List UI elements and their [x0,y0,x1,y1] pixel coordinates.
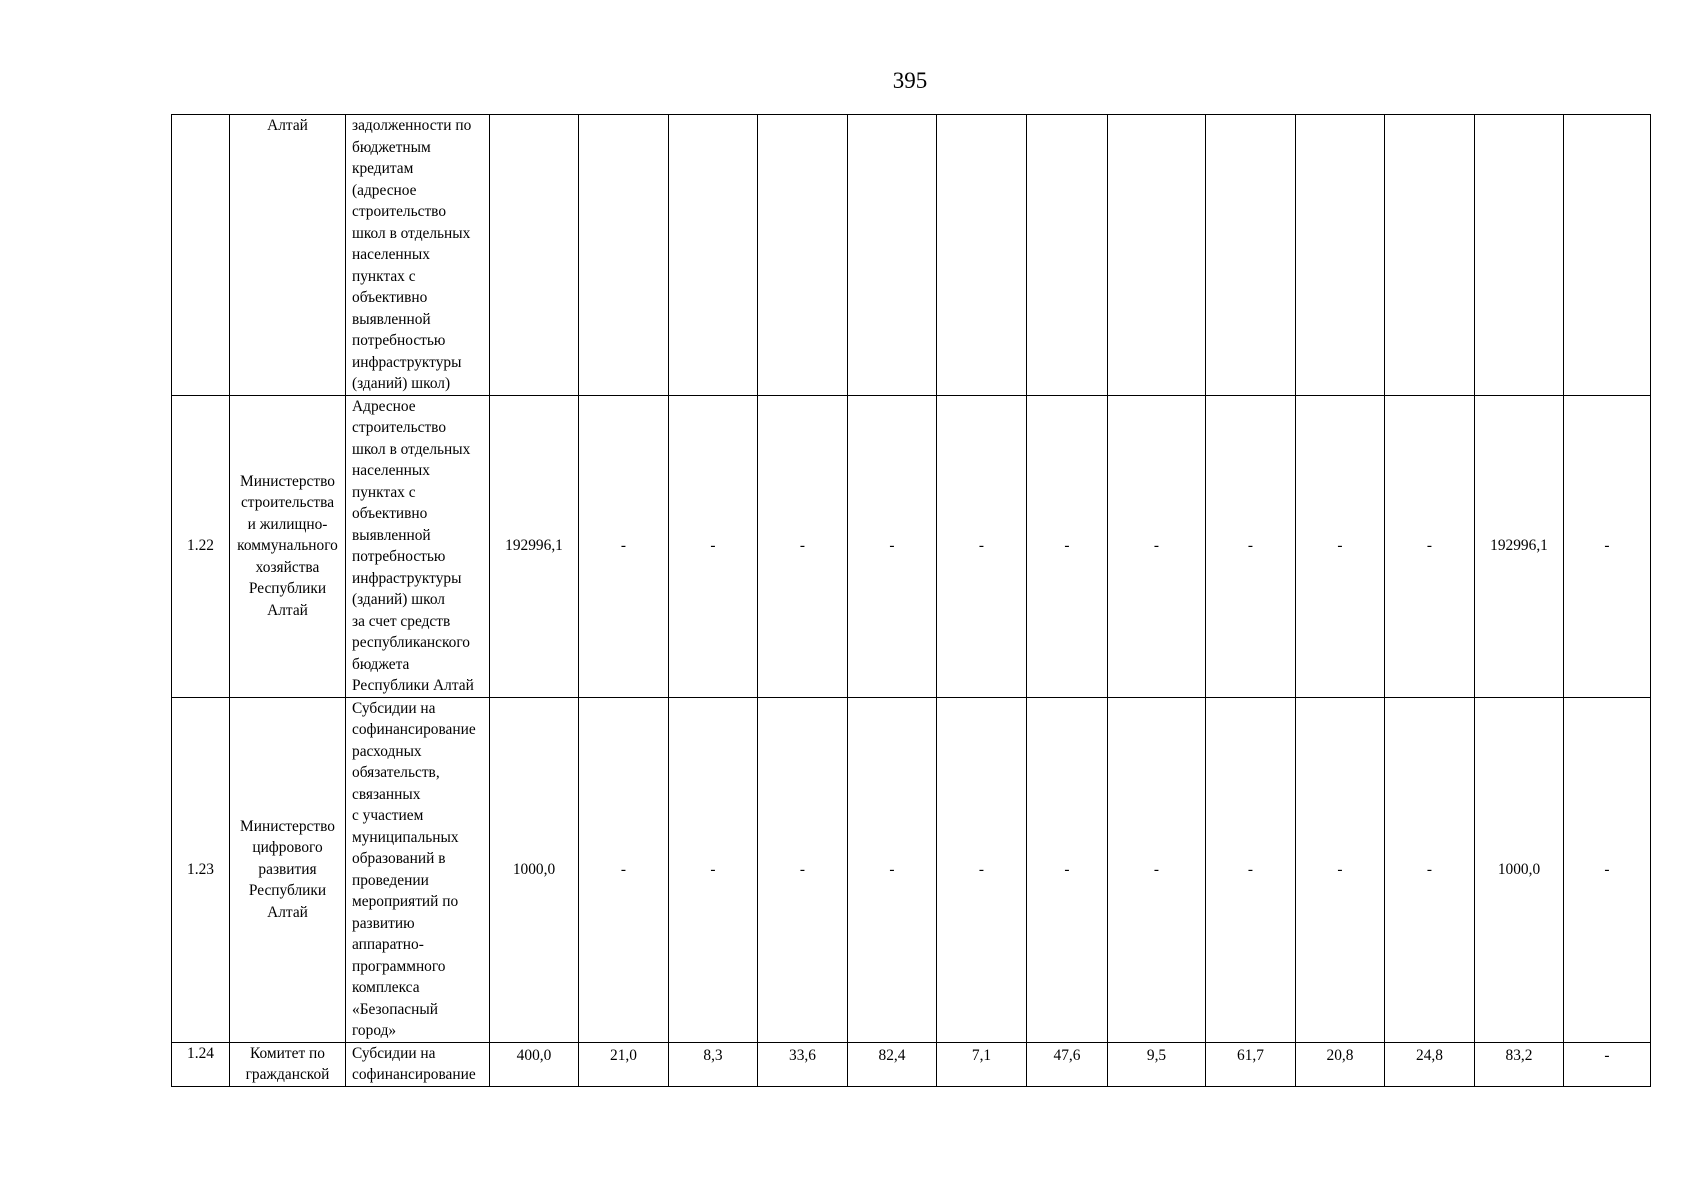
district-value-cell: - [848,395,937,697]
total-cell: 1000,0 [490,697,579,1042]
district-value-cell: - [1206,395,1296,697]
district-value-cell: - [1385,697,1475,1042]
district-value-cell [1385,115,1475,396]
last-value-cell: - [1564,1042,1651,1086]
district-value-cell: - [1206,697,1296,1042]
district-value-cell: 20,8 [1296,1042,1385,1086]
description-cell: задолженности по бюджетным кредитам (адресное строительство школ в отдельных населенных пунктах с объективно выявленной потребностью инфраструктуры (зданий) школ) [346,115,490,396]
total-cell: 400,0 [490,1042,579,1086]
table-row [172,115,1651,396]
row-number [172,115,230,396]
district-value-cell: - [669,697,758,1042]
district-value-cell [1296,115,1385,396]
district-value-cell: - [1027,395,1108,697]
district-value-cell: 21,0 [579,1042,669,1086]
district-value-cell: - [1108,395,1206,697]
district-value-cell [937,115,1027,396]
district-value-cell: - [937,697,1027,1042]
description-cell: Адресное строительство школ в отдельных населенных пунктах с объективно выявленной потребностью инфраструктуры (зданий) школ за счет средств республиканского бюджета Республики Алтай [346,395,490,697]
district-value-cell: - [1385,395,1475,697]
description-cell: Субсидии на софинансирование расходных обязательств, связанных с участием муниципальных образований в проведении мероприятий по развитию аппаратно- программного комплекса «Безопасный город» [346,697,490,1042]
district-value-cell: 61,7 [1206,1042,1296,1086]
district-value-cell: 33,6 [758,1042,848,1086]
executor-cell: Комитет по гражданской [230,1042,346,1086]
republic-value-cell: 192996,1 [1475,395,1564,697]
budget-table [171,114,1651,1087]
table-row [172,1042,1651,1086]
table-row [172,697,1651,1042]
last-value-cell: - [1564,395,1651,697]
district-value-cell [848,115,937,396]
last-value-cell [1564,115,1651,396]
district-value-cell: - [937,395,1027,697]
district-value-cell: - [848,697,937,1042]
district-value-cell: - [758,697,848,1042]
district-value-cell: - [1296,395,1385,697]
district-value-cell: - [669,395,758,697]
district-value-cell: 9,5 [1108,1042,1206,1086]
district-value-cell: - [579,697,669,1042]
page-number: 395 [892,68,928,93]
district-value-cell [669,115,758,396]
district-value-cell [1027,115,1108,396]
executor-cell: Министерство строительства и жилищно- коммунального хозяйства Республики Алтай [230,395,346,697]
republic-value-cell [1475,115,1564,396]
row-number: 1.23 [172,697,230,1042]
district-value-cell: 7,1 [937,1042,1027,1086]
republic-value-cell: 1000,0 [1475,697,1564,1042]
district-value-cell: - [1296,697,1385,1042]
row-number: 1.24 [172,1042,230,1086]
district-value-cell: - [1108,697,1206,1042]
district-value-cell [1108,115,1206,396]
district-value-cell: - [579,395,669,697]
district-value-cell [579,115,669,396]
district-value-cell: - [1027,697,1108,1042]
republic-value-cell: 83,2 [1475,1042,1564,1086]
district-value-cell: 24,8 [1385,1042,1475,1086]
executor-cell: Алтай [230,115,346,396]
district-value-cell: - [758,395,848,697]
district-value-cell: 8,3 [669,1042,758,1086]
table-row [172,395,1651,697]
district-value-cell [758,115,848,396]
district-value-cell [1206,115,1296,396]
total-cell: 192996,1 [490,395,579,697]
description-cell: Субсидии на софинансирование [346,1042,490,1086]
district-value-cell: 47,6 [1027,1042,1108,1086]
total-cell [490,115,579,396]
last-value-cell: - [1564,697,1651,1042]
district-value-cell: 82,4 [848,1042,937,1086]
executor-cell: Министерство цифрового развития Республики Алтай [230,697,346,1042]
row-number: 1.22 [172,395,230,697]
